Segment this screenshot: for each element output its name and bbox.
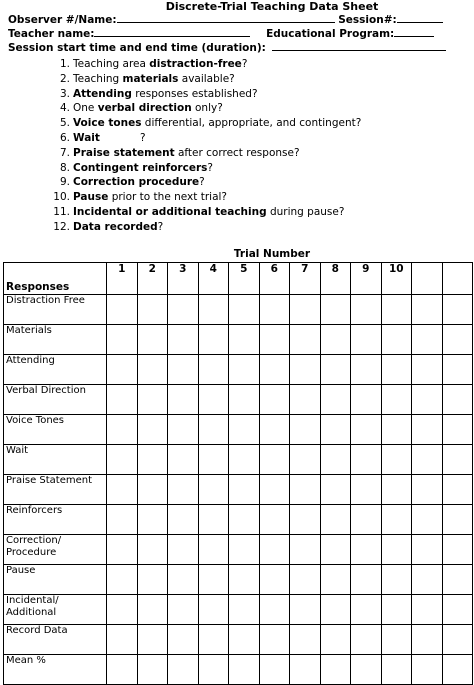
data-cell[interactable] [320,295,351,325]
checklist-text: ? [99,131,146,144]
sheet-title: Discrete-Trial Teaching Data Sheet [165,0,379,13]
data-cell[interactable] [137,565,168,595]
data-cell[interactable] [442,325,473,355]
data-cell[interactable] [412,535,443,565]
teacher-field[interactable] [94,27,250,37]
data-cell[interactable] [412,595,443,625]
data-cell[interactable] [320,475,351,505]
session-label: Session#: [338,14,397,26]
table-row [4,565,473,595]
data-cell[interactable] [290,355,321,385]
data-cell[interactable] [442,355,473,385]
observer-line [8,13,443,27]
trial-number-header: 3 [168,263,199,295]
checklist-keyword: Voice tones [73,117,142,130]
checklist-number: 4. [59,102,70,115]
data-cell[interactable] [137,475,168,505]
data-cell[interactable] [351,445,382,475]
data-cell[interactable] [442,445,473,475]
data-cell[interactable] [229,655,260,685]
data-cell[interactable] [137,385,168,415]
data-cell[interactable] [442,535,473,565]
data-cell[interactable] [290,295,321,325]
trial-number-header: 7 [290,263,321,295]
data-cell[interactable] [198,475,229,505]
response-label: Mean % [4,655,107,685]
session-time-field[interactable] [272,41,446,51]
checklist-item [48,205,361,220]
trial-data-table [3,262,473,685]
responses-header: Responses [4,263,107,295]
data-cell[interactable] [290,625,321,655]
data-cell[interactable] [259,625,290,655]
checklist-number: 2. [59,72,70,85]
data-cell[interactable] [168,475,199,505]
data-cell[interactable] [168,655,199,685]
data-cell[interactable] [412,415,443,445]
trial-number-header: 5 [229,263,260,295]
data-cell[interactable] [320,655,351,685]
data-cell[interactable] [198,505,229,535]
data-cell[interactable] [168,355,199,385]
data-cell[interactable] [320,355,351,385]
data-cell[interactable] [137,445,168,475]
data-cell[interactable] [137,655,168,685]
checklist-keyword: Pause [73,191,109,204]
checklist-text: ? [207,161,213,174]
checklist-text: prior to the next trial? [108,191,227,204]
data-cell[interactable] [412,385,443,415]
checklist-number: 11. [53,205,70,218]
data-cell[interactable] [198,595,229,625]
trial-number-header: 9 [351,263,382,295]
data-cell[interactable] [381,655,412,685]
response-label: Attending [4,355,107,385]
data-cell[interactable] [351,655,382,685]
data-cell[interactable] [320,625,351,655]
data-cell[interactable] [442,385,473,415]
trial-number-header: 6 [259,263,290,295]
program-label: Educational Program: [266,28,395,40]
checklist-item [48,57,361,72]
table-row [4,505,473,535]
checklist-keyword: Correction procedure [73,176,200,189]
data-cell[interactable] [198,445,229,475]
checklist-text: Teaching [73,72,123,85]
response-label: Record Data [4,625,107,655]
data-cell[interactable] [351,355,382,385]
checklist-item [48,116,361,131]
data-cell[interactable] [351,565,382,595]
quality-checklist [48,57,361,235]
data-cell[interactable] [229,325,260,355]
data-cell[interactable] [168,625,199,655]
data-cell[interactable] [259,295,290,325]
data-cell[interactable] [381,535,412,565]
data-cell[interactable] [259,505,290,535]
data-cell[interactable] [229,505,260,535]
data-cell[interactable] [107,565,138,595]
checklist-text: Teaching area [73,58,150,70]
data-cell[interactable] [290,415,321,445]
data-cell[interactable] [229,565,260,595]
data-cell[interactable] [381,415,412,445]
checklist-number: 9. [59,176,70,189]
teacher-label: Teacher name: [8,28,95,40]
checklist-keyword: Incidental or additional teaching [73,205,267,218]
data-cell[interactable] [442,295,473,325]
data-cell[interactable] [107,655,138,685]
data-cell[interactable] [229,355,260,385]
response-label: Pause [4,565,107,595]
table-row [4,655,473,685]
data-cell[interactable] [412,565,443,595]
data-cell[interactable] [412,475,443,505]
data-cell[interactable] [198,385,229,415]
trial-number-header [412,263,443,295]
checklist-text: during pause? [266,205,345,218]
data-cell[interactable] [412,355,443,385]
data-cell[interactable] [442,565,473,595]
data-cell[interactable] [442,625,473,655]
data-cell[interactable] [381,325,412,355]
checklist-item [48,72,361,87]
data-cell[interactable] [320,505,351,535]
checklist-number: 5. [59,117,70,130]
data-cell[interactable] [259,475,290,505]
checklist-text: ? [241,58,248,70]
data-cell[interactable] [290,655,321,685]
checklist-keyword: distraction-free [149,58,242,70]
data-cell[interactable] [229,445,260,475]
trial-number-header: 8 [320,263,351,295]
data-cell[interactable] [107,325,138,355]
data-cell[interactable] [168,325,199,355]
response-label: Distraction Free [4,295,107,325]
data-cell[interactable] [259,445,290,475]
data-cell[interactable] [198,655,229,685]
session-field[interactable] [397,13,443,23]
response-label: Materials [4,325,107,355]
data-cell[interactable] [137,325,168,355]
response-label: Reinforcers [4,505,107,535]
data-cell[interactable] [290,445,321,475]
checklist-keyword: Praise statement [73,146,175,159]
data-cell[interactable] [198,625,229,655]
checklist-number: 6. [59,131,70,144]
checklist-number: 7. [59,146,70,159]
data-cell[interactable] [320,415,351,445]
checklist-text: ? [199,176,205,189]
data-cell[interactable] [107,505,138,535]
data-cell[interactable] [259,325,290,355]
data-cell[interactable] [442,595,473,625]
data-cell[interactable] [290,475,321,505]
data-cell[interactable] [229,535,260,565]
table-row [4,385,473,415]
trial-number-title: Trial Number [233,248,311,260]
data-cell[interactable] [351,505,382,535]
checklist-item [48,101,361,116]
data-cell[interactable] [107,295,138,325]
data-cell[interactable] [229,625,260,655]
response-label: Wait [4,445,107,475]
data-cell[interactable] [229,415,260,445]
data-cell[interactable] [412,655,443,685]
data-cell[interactable] [229,595,260,625]
table-row [4,445,473,475]
checklist-text: ? [157,220,164,233]
data-cell[interactable] [198,355,229,385]
data-cell[interactable] [229,385,260,415]
data-cell[interactable] [259,415,290,445]
data-cell[interactable] [259,385,290,415]
data-cell[interactable] [351,385,382,415]
data-cell[interactable] [137,535,168,565]
data-cell[interactable] [351,625,382,655]
checklist-item [48,131,361,146]
data-cell[interactable] [137,595,168,625]
data-cell[interactable] [442,475,473,505]
data-cell[interactable] [351,325,382,355]
data-cell[interactable] [381,595,412,625]
data-cell[interactable] [412,625,443,655]
observer-label: Observer #/Name: [8,14,117,26]
checklist-text: after correct response? [174,146,300,159]
data-cell[interactable] [259,595,290,625]
checklist-item [48,161,361,176]
data-cell[interactable] [168,385,199,415]
checklist-keyword: Contingent reinforcers [73,161,208,174]
table-row [4,355,473,385]
checklist-text: One [73,102,98,115]
data-cell[interactable] [412,295,443,325]
table-row [4,295,473,325]
checklist-item [48,190,361,205]
data-cell[interactable] [290,595,321,625]
trial-number-header [442,263,473,295]
data-cell[interactable] [168,595,199,625]
data-cell[interactable] [259,655,290,685]
data-cell[interactable] [229,295,260,325]
data-cell[interactable] [351,475,382,505]
data-cell[interactable] [137,355,168,385]
data-cell[interactable] [381,385,412,415]
trial-number-header: 4 [198,263,229,295]
data-cell[interactable] [351,595,382,625]
data-cell[interactable] [168,415,199,445]
program-field[interactable] [394,27,434,37]
data-cell[interactable] [442,415,473,445]
data-cell[interactable] [320,535,351,565]
data-cell[interactable] [198,295,229,325]
data-cell[interactable] [351,295,382,325]
checklist-keyword: verbal direction [97,102,192,115]
response-label: Voice Tones [4,415,107,445]
checklist-number: 1. [59,58,70,70]
data-cell[interactable] [168,505,199,535]
checklist-item [48,146,361,161]
data-cell[interactable] [137,625,168,655]
data-cell[interactable] [107,445,138,475]
observer-field[interactable] [117,13,335,23]
data-cell[interactable] [381,565,412,595]
data-cell[interactable] [381,625,412,655]
data-cell[interactable] [412,445,443,475]
data-cell[interactable] [442,505,473,535]
table-row [4,475,473,505]
data-cell[interactable] [107,385,138,415]
data-cell[interactable] [290,325,321,355]
data-cell[interactable] [320,595,351,625]
data-cell[interactable] [107,475,138,505]
table-row [4,325,473,355]
data-cell[interactable] [320,565,351,595]
table-row [4,595,473,625]
trial-number-header: 1 [107,263,138,295]
data-cell[interactable] [198,535,229,565]
data-cell[interactable] [229,475,260,505]
data-cell[interactable] [198,325,229,355]
table-row [4,535,473,565]
data-cell[interactable] [259,565,290,595]
checklist-item [48,220,361,235]
response-label: Verbal Direction [4,385,107,415]
trial-number-header: 10 [381,263,412,295]
data-cell[interactable] [168,535,199,565]
data-cell[interactable] [381,445,412,475]
table-row [4,415,473,445]
checklist-keyword: Data recorded [73,220,158,233]
response-label: Incidental/ Additional [4,595,107,625]
data-cell[interactable] [168,295,199,325]
checklist-number: 10. [53,191,70,204]
data-cell[interactable] [412,325,443,355]
checklist-text: differential, appropriate, and contingent? [141,117,362,130]
data-cell[interactable] [259,355,290,385]
data-cell[interactable] [320,385,351,415]
table-row [4,625,473,655]
teacher-line [8,27,434,41]
checklist-number: 12. [53,220,70,233]
checklist-text: responses established? [131,87,258,100]
data-cell[interactable] [107,415,138,445]
data-cell[interactable] [381,355,412,385]
data-cell[interactable] [137,415,168,445]
data-cell[interactable] [412,505,443,535]
data-cell[interactable] [290,505,321,535]
data-cell[interactable] [351,535,382,565]
checklist-keyword: Attending [73,87,132,100]
response-label: Praise Statement [4,475,107,505]
session-time-line [8,41,446,55]
data-cell[interactable] [290,385,321,415]
trial-number-header: 2 [137,263,168,295]
data-cell[interactable] [351,415,382,445]
data-cell[interactable] [107,595,138,625]
data-cell[interactable] [198,415,229,445]
data-cell[interactable] [137,295,168,325]
checklist-item [48,175,361,190]
response-label: Correction/ Procedure [4,535,107,565]
data-cell[interactable] [107,625,138,655]
checklist-item [48,87,361,102]
checklist-keyword: materials [122,72,179,85]
data-cell[interactable] [320,325,351,355]
session-time-label: Session start time and end time (duration): [8,42,266,54]
data-cell[interactable] [381,295,412,325]
data-cell[interactable] [107,355,138,385]
data-cell[interactable] [290,565,321,595]
data-cell[interactable] [290,535,321,565]
data-cell[interactable] [320,445,351,475]
data-cell[interactable] [168,445,199,475]
data-cell[interactable] [381,475,412,505]
data-cell[interactable] [259,535,290,565]
data-cell[interactable] [168,565,199,595]
checklist-number: 8. [59,161,70,174]
checklist-text: only? [191,102,223,115]
checklist-keyword: Wait [73,131,100,144]
checklist-number: 3. [59,87,70,100]
data-cell[interactable] [381,505,412,535]
data-cell[interactable] [442,655,473,685]
data-cell[interactable] [107,535,138,565]
data-cell[interactable] [198,565,229,595]
data-cell[interactable] [137,505,168,535]
checklist-text: available? [178,72,235,85]
